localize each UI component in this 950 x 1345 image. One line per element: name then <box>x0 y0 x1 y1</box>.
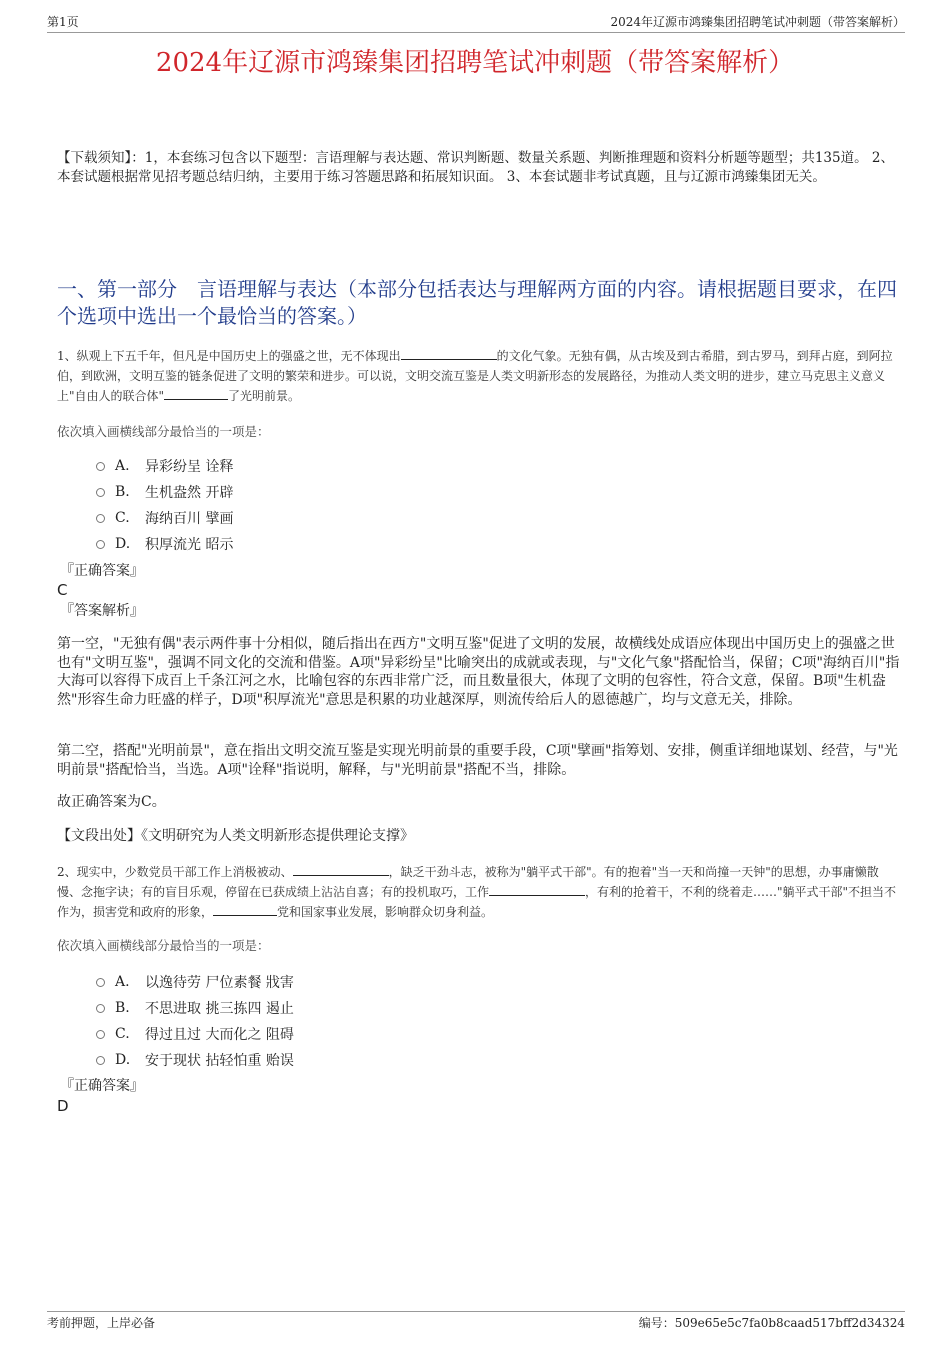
option-letter: C. <box>115 1026 130 1042</box>
analysis-conclusion: 故正确答案为C。 <box>57 794 166 810</box>
radio-icon[interactable] <box>96 1030 105 1039</box>
source-citation: 【文段出处】《文明研究为人类文明新形态提供理论支撑》 <box>57 828 414 844</box>
page-title: 2024年辽源市鸿臻集团招聘笔试冲刺题（带答案解析） <box>155 48 795 78</box>
radio-icon[interactable] <box>96 514 105 523</box>
radio-icon[interactable] <box>96 462 105 471</box>
radio-icon[interactable] <box>96 540 105 549</box>
option-d[interactable] <box>96 1047 294 1073</box>
option-d[interactable] <box>96 531 233 557</box>
question-2-part-3: ，有利的抢着干，不利的绕着走……"躺平式干部"不担当不作为，损害党和政府的形象， <box>57 885 897 919</box>
download-notice: 【下载须知】：1，本套练习包含以下题型：言语理解与表达题、常识判断题、数量关系题、判断推理题和资料分析题等题型；共135道。 2、本套试题根据常见招考题总结归纳，主要用于练习答题思路和拓展知识面。 3、本套试题非考试真题，且与辽源市鸿臻集团无关。 <box>57 150 894 185</box>
option-a[interactable] <box>96 969 294 995</box>
option-b[interactable] <box>96 479 233 505</box>
question-2-blank-3 <box>213 903 277 916</box>
option-text: 生机盎然 开辟 <box>145 485 234 501</box>
header-doc-title: 2024年辽源市鸿臻集团招聘笔试冲刺题（带答案解析） <box>610 15 905 29</box>
option-letter: C. <box>115 510 130 526</box>
analysis-paragraph: 第二空，搭配"光明前景"，意在指出文明交流互鉴是实现光明前景的重要手段，C项"擘画"指筹划、安排，侧重详细地谋划、经营，与"光明前景"搭配恰当，当选。A项"诠释"指说明，解释，与"光明前景"搭配不当，排除。 <box>57 743 898 778</box>
question-2-part-2: ，缺乏干劲斗志，被称为"躺平式干部"。有的抱着"当一天和尚撞一天钟"的思想，办事庸懒散慢、念拖字诀；有的盲目乐观，停留在已获成绩上沾沾自喜；有的投机取巧，工作 <box>57 865 879 899</box>
question-2-prompt: 依次填入画横线部分最恰当的一项是： <box>57 938 270 953</box>
option-letter: B. <box>115 1000 130 1016</box>
page-header <box>47 14 905 33</box>
question-1-options <box>96 453 233 557</box>
question-1-part-2: 的文化气象。无独有偶，从古埃及到古希腊，到古罗马，到拜占庭，到阿拉伯，到欧洲，文明互鉴的链条促进了文明的繁荣和进步。可以说，文明交流互鉴是人类文明新形态的发展路径，为推动人类文明的进步，建立马克思主义意义上"自由人的联合体" <box>57 349 893 403</box>
question-1-text <box>57 346 897 406</box>
question-2-blank-1 <box>293 863 389 876</box>
analysis-paragraph: 第一空，"无独有偶"表示两件事十分相似，随后指出在西方"文明互鉴"促进了文明的发展，故横线处成语应体现出中国历史上的强盛之世也有"文明互鉴"，强调不同文化的交流和借鉴。A项"异彩纷呈"比喻突出的成就或表现，与"文化气象"搭配恰当，保留；C项"海纳百川"指大海可以容得下成百上千条江河之水，比喻包容的东西非常广泛，而且数量很大，体现了文明的包容性，符合文意，保留。B项"生机盎然"形容生命力旺盛的样子，D项"积厚流光"意思是积累的功业越深厚，则流传给后人的恩德越广，均与文意无关，排除。 <box>57 636 900 708</box>
option-c[interactable] <box>96 505 233 531</box>
analysis-label: 『答案解析』 <box>60 603 144 619</box>
question-1-blank-1 <box>401 347 497 360</box>
option-text: 以逸待劳 尸位素餐 戕害 <box>145 975 294 991</box>
answer-value: C <box>57 581 68 599</box>
option-text: 安于现状 拈轻怕重 贻误 <box>145 1053 294 1069</box>
page-number: 第1页 <box>47 15 79 29</box>
question-2-text <box>57 862 897 922</box>
question-1-part-3: 了光明前景。 <box>228 389 301 403</box>
question-2-part-4: 党和国家事业发展，影响群众切身利益。 <box>277 905 494 919</box>
question-2-blank-2 <box>489 883 585 896</box>
option-letter: D. <box>115 1052 131 1068</box>
answer-label: 『正确答案』 <box>60 1078 144 1094</box>
page-footer <box>47 1311 905 1332</box>
radio-icon[interactable] <box>96 488 105 497</box>
option-text: 不思进取 挑三拣四 遏止 <box>145 1001 294 1017</box>
footer-serial: 编号：509e65e5c7fa0b8caad517bff2d34324 <box>638 1316 905 1330</box>
answer-label: 『正确答案』 <box>60 563 144 579</box>
radio-icon[interactable] <box>96 1004 105 1013</box>
option-text: 得过且过 大而化之 阻碍 <box>145 1027 294 1043</box>
option-b[interactable] <box>96 995 294 1021</box>
radio-icon[interactable] <box>96 978 105 987</box>
option-letter: A. <box>115 974 130 990</box>
question-2-part-1: 2、现实中，少数党员干部工作上消极被动、 <box>57 865 293 879</box>
option-letter: D. <box>115 536 131 552</box>
option-letter: B. <box>115 484 130 500</box>
footer-slogan: 考前押题，上岸必备 <box>47 1316 156 1330</box>
option-letter: A. <box>115 458 130 474</box>
option-a[interactable] <box>96 453 233 479</box>
option-c[interactable] <box>96 1021 294 1047</box>
option-text: 异彩纷呈 诠释 <box>145 459 234 475</box>
question-1-blank-2 <box>164 387 228 400</box>
option-text: 积厚流光 昭示 <box>145 537 234 553</box>
question-1-part-1: 1、纵观上下五千年，但凡是中国历史上的强盛之世，无不体现出 <box>57 349 401 363</box>
answer-value: D <box>57 1097 69 1115</box>
question-1-prompt: 依次填入画横线部分最恰当的一项是： <box>57 424 270 439</box>
question-2-options <box>96 969 294 1073</box>
radio-icon[interactable] <box>96 1056 105 1065</box>
option-text: 海纳百川 擘画 <box>145 511 234 527</box>
section-title: 一、第一部分 言语理解与表达（本部分包括表达与理解两方面的内容。请根据题目要求，在四个选项中选出一个最恰当的答案。） <box>57 277 897 328</box>
